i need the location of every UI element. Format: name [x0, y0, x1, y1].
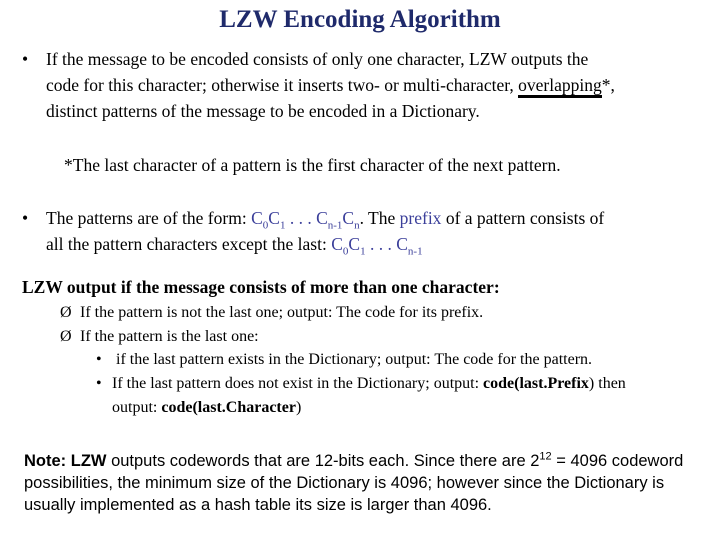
bullet2-text	[46, 205, 716, 257]
bullet-marker: •	[22, 208, 29, 228]
sub-item-1: if the last pattern exists in the Dictionary; output: The code for the pattern.	[116, 351, 593, 368]
page-title: LZW Encoding Algorithm	[219, 6, 501, 33]
arrow-item-1: If the pattern is not the last one; output: The code for its prefix.	[80, 304, 484, 321]
arrow-marker-icon: Ø	[60, 328, 72, 345]
arrow-item-2: If the pattern is the last one:	[80, 328, 259, 345]
footnote: *The last character of a pattern is the first character of the next pattern.	[64, 155, 561, 175]
sub-bullet-marker: •	[96, 375, 102, 392]
output-heading: LZW output if the message consists of more than one character:	[22, 277, 500, 297]
prefix-word: prefix	[399, 208, 442, 228]
sub-item-2: If the last pattern does not exist in the Dictionary; output: code(last.Prefix) then output: code(last.Character)	[112, 375, 626, 416]
bullet1-line2: code for this character; otherwise it inserts two- or multi-character, overlapping*,	[46, 72, 716, 98]
note-paragraph: Note: LZW outputs codewords that are 12-bits each. Since there are $2^{12} = 4096$ codeword possibilities, the minimum size of the Dictionary is 4096; however since the Dictionary is usually implemented as a hash table its size is larger than 4096.	[24, 450, 684, 514]
bullet1-line3: distinct patterns of the message to be encoded in a Dictionary.	[46, 101, 480, 121]
bullet1-line1: If the message to be encoded consists of only one character, LZW outputs the	[46, 49, 589, 69]
overlapping-word: overlapping	[518, 75, 602, 98]
bullet1-text	[46, 46, 716, 124]
arrow-marker-icon: Ø	[60, 304, 72, 321]
bullet2-line1: The patterns are of the form: $C_0C_1$ . . . $C_{n-1}C_n$. The prefix of a pattern consists of	[46, 208, 605, 232]
bullet-marker: •	[22, 49, 29, 69]
prefix-form: $C_0C_1$ . . . $C_{n-1}$	[331, 234, 423, 258]
sub-bullet-marker: •	[96, 351, 102, 368]
bullet2-line2: all the pattern characters except the last: $C_0C_1$ . . . $C_{n-1}$	[46, 234, 423, 258]
pattern-form: $C_0C_1$ . . . $C_{n-1}C_n$	[251, 208, 360, 232]
